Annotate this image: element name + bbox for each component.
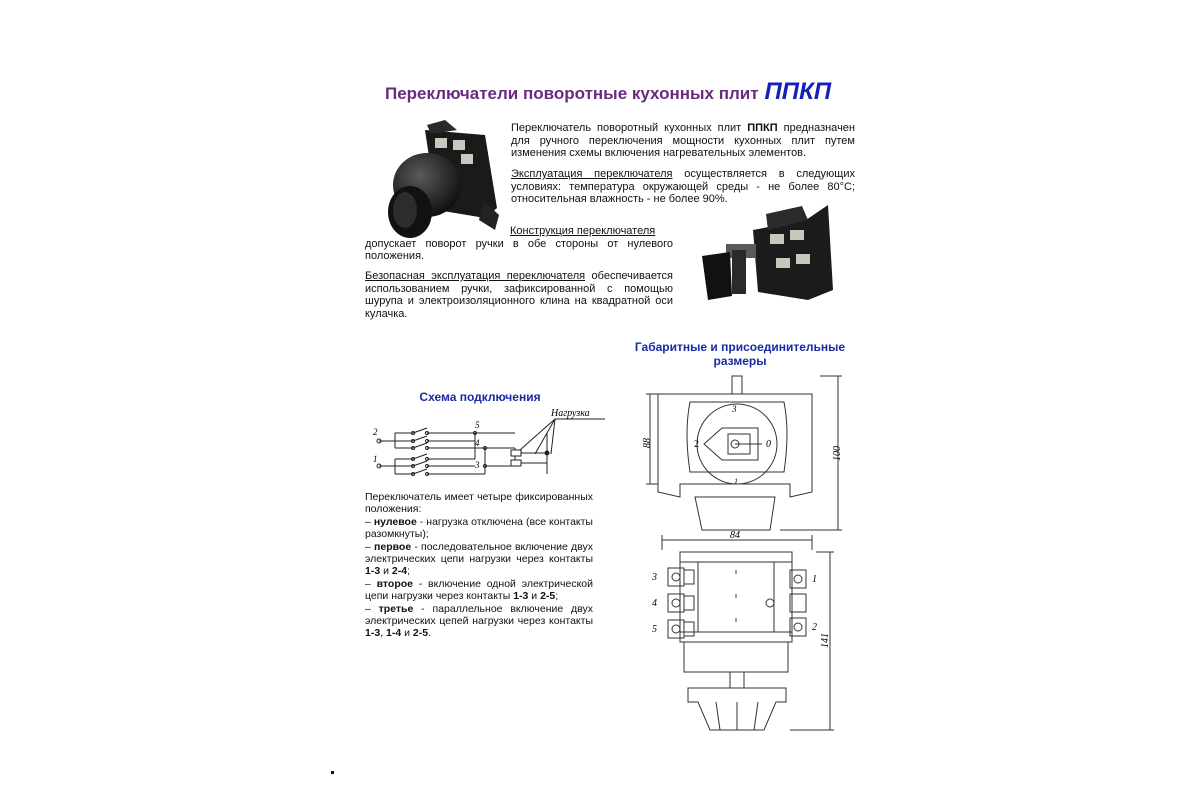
mode-name-first: первое: [374, 540, 412, 553]
mode-text-third: - параллельное включение двух электрических цепей нагрузки через контакты: [365, 602, 593, 628]
intro-pre: Переключатель поворотный кухонных плит: [511, 122, 748, 134]
construction-heading: Конструкция переключателя: [510, 225, 656, 237]
terminal-2-label: 2: [373, 427, 378, 437]
mode-sep: ,: [380, 627, 387, 640]
positions-intro: Переключатель имеет четыре фиксированных положения:: [365, 491, 593, 516]
contact-label: 1-3: [365, 565, 381, 578]
mode-conj: и: [528, 590, 541, 603]
dimension-drawing-front: [640, 372, 850, 544]
dim-depth: 141: [820, 633, 831, 648]
pos-2-label: 2: [694, 439, 699, 450]
mode-text-first: - последовательное включение двух электрических цепи нагрузки через контакты: [365, 540, 593, 566]
contact-label: 2-4: [391, 565, 408, 578]
terminal-1-label: 1: [373, 454, 378, 464]
operation-text: осуществляется в следующих условиях: температура окружающей среды - не более 80°С; относительная влажность - не более 90%.: [511, 168, 855, 206]
mode-item-zero: [365, 516, 593, 541]
mode-conj: и: [380, 565, 392, 578]
contact-label: 2-5: [540, 590, 556, 603]
mode-name-second: второе: [376, 577, 414, 590]
positions-list: [365, 491, 593, 640]
mode-dash: –: [365, 540, 375, 553]
mode-end: .: [428, 627, 432, 640]
mode-name-third: третье: [378, 602, 414, 615]
terminal-2-dim: 2: [812, 622, 817, 633]
contact-label: 1-3: [513, 590, 529, 603]
construction-paragraph: [365, 225, 673, 263]
title-text: Переключатели поворотные кухонных плит: [385, 84, 759, 103]
terminal-5-dim: 5: [652, 624, 657, 635]
mode-end: ;: [407, 565, 410, 578]
mode-dash: –: [365, 577, 377, 590]
construction-text: допускает поворот ручки в обе стороны от нулевого положения.: [365, 237, 673, 263]
wiring-title: Схема подключения: [419, 390, 541, 404]
safety-text: обеспечивается использованием ручки, зафиксированной с помощью шурупа и электроизоляционного клина на квадратной оси кулачка.: [365, 270, 673, 320]
terminal-4-dim: 4: [652, 598, 657, 609]
pos-3-label: 3: [732, 404, 737, 414]
safety-heading: Безопасная эксплуатация переключателя: [365, 270, 586, 282]
intro-brand: ППКП: [747, 122, 778, 134]
terminal-3-dim: 3: [652, 572, 657, 583]
mode-end: ;: [555, 590, 559, 603]
mode-text-second: - включение одной электрической цепи нагрузки через контакты: [365, 577, 593, 603]
dimensions-title: Габаритные и присоединительные размеры: [634, 340, 846, 368]
mode-item-second: [365, 578, 593, 603]
terminal-3-label: 3: [475, 460, 480, 470]
mode-item-third: [365, 603, 593, 640]
intro-post: предназначен для ручного переключения мощности кухонных плит путем изменения схемы включения нагревательных элементов.: [511, 122, 855, 160]
load-label: Нагрузка: [551, 408, 590, 419]
dim-height-outer: 100: [832, 446, 843, 461]
dim-height-inner: 88: [642, 438, 653, 448]
title-brand: ППКП: [764, 78, 832, 105]
contact-label: 2-5: [412, 627, 429, 640]
mode-text-zero: - нагрузка отключена (все контакты разомкнуты);: [365, 515, 593, 541]
mode-dash: –: [365, 515, 374, 528]
pos-1-label: 1: [734, 477, 738, 486]
intro-paragraph: [511, 122, 855, 160]
mode-dash: –: [365, 602, 379, 615]
wiring-diagram: [365, 402, 615, 482]
contact-label: 1-4: [386, 627, 402, 640]
terminal-5-label: 5: [475, 420, 480, 430]
mode-conj: и: [401, 627, 413, 640]
dimension-drawing-side: [640, 530, 850, 745]
pos-0-label: 0: [766, 439, 771, 450]
switch-photo-side: [698, 200, 843, 310]
page-title: [385, 78, 865, 106]
construction-lead: [365, 225, 673, 238]
safety-paragraph: [365, 270, 673, 320]
dim-width: 84: [730, 530, 740, 541]
mode-name-zero: нулевое: [373, 515, 417, 528]
operation-heading: Эксплуатация переключателя: [511, 168, 673, 180]
page-mark: [331, 771, 334, 774]
contact-label: 1-3: [365, 627, 381, 640]
terminal-4-label: 4: [475, 438, 480, 448]
terminal-1-dim: 1: [812, 574, 817, 585]
mode-item-first: [365, 541, 593, 578]
